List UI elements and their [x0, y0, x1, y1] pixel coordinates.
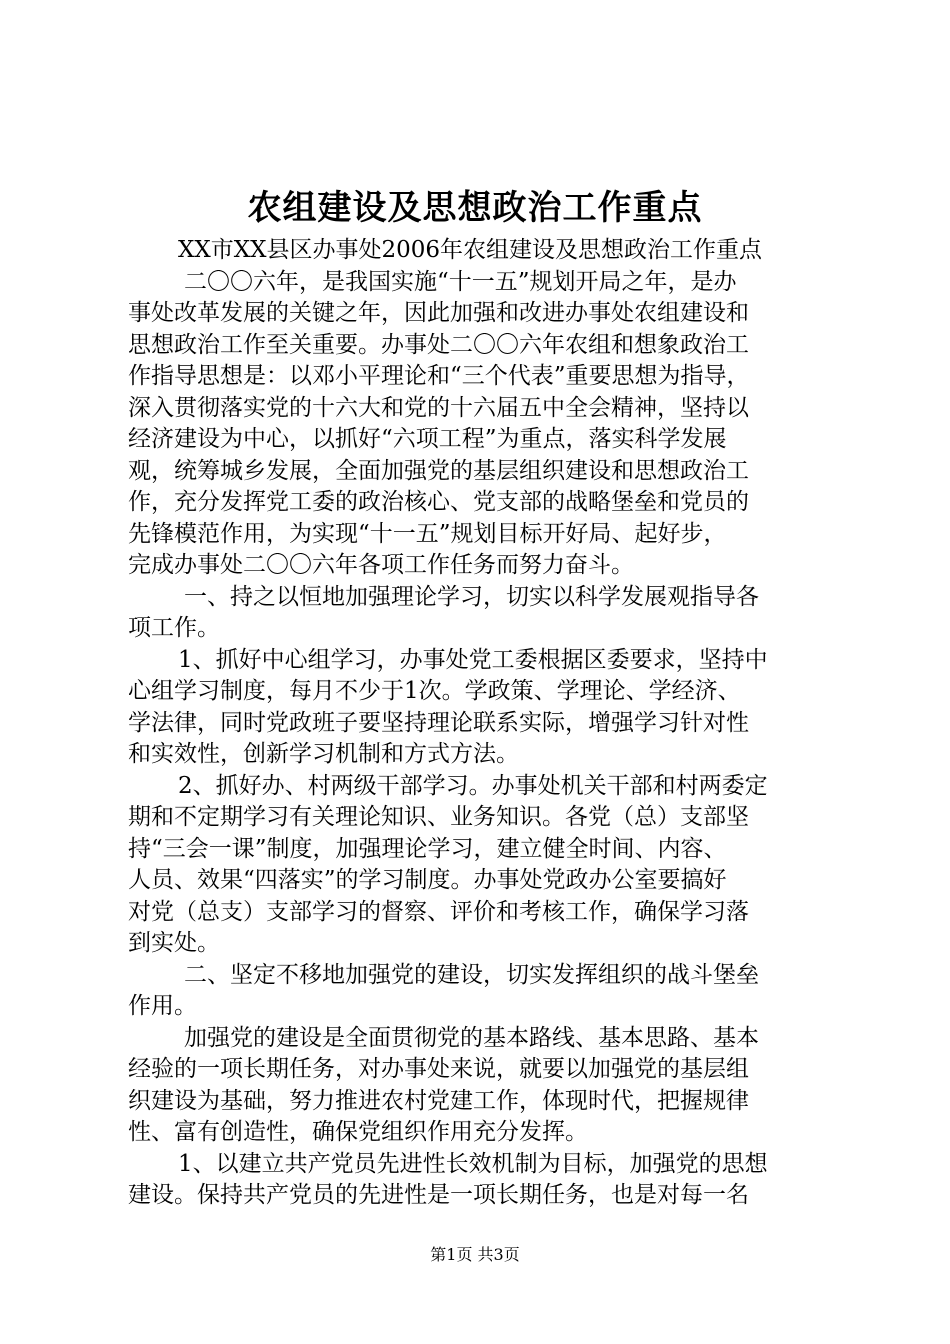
body-line: 和实效性，创新学习机制和方式方法。: [128, 741, 519, 767]
body-line: 作指导思想是：以邓小平理论和“三个代表”重要思想为指导，: [128, 363, 750, 389]
body-line: 二、坚定不移地加强党的建设，切实发挥组织的战斗堡垒: [184, 961, 759, 988]
body-line: 完成办事处二〇〇六年各项工作任务而努力奋斗。: [128, 552, 634, 578]
body-line: 织建设为基础，努力推进农村党建工作，体现时代，把握规律: [128, 1087, 749, 1114]
body-line: 1、抓好中心组学习，办事处党工委根据区委要求，坚持中: [178, 646, 768, 673]
body-line: 到实处。: [128, 930, 220, 956]
body-line: 思想政治工作至关重要。办事处二〇〇六年农组和想象政治工: [128, 331, 749, 358]
body-line: 建设。保持共产党员的先进性是一项长期任务，也是对每一名: [128, 1182, 749, 1208]
body-line: 1、以建立共产党员先进性长效机制为目标，加强党的思想: [178, 1150, 768, 1177]
document-title: 农组建设及思想政治工作重点: [247, 188, 703, 228]
body-line: 心组学习制度，每月不少于1次。学政策、学理论、学经济、: [128, 678, 741, 704]
body-line: 作，充分发挥党工委的政治核心、党支部的战略堡垒和党员的: [128, 489, 749, 515]
body-line: XX市XX县区办事处2006年农组建设及思想政治工作重点: [178, 237, 763, 263]
document-body: [128, 235, 833, 1212]
body-line: 先锋模范作用，为实现“十一五”规划目标开好局、起好步，: [128, 520, 727, 547]
body-line: 事处改革发展的关键之年，因此加强和改进办事处农组建设和: [128, 300, 749, 326]
body-line: 深入贯彻落实党的十六大和党的十六届五中全会精神，坚持以: [128, 394, 749, 421]
body-line: 对党（总支）支部学习的督察、评价和考核工作，确保学习落: [128, 898, 749, 925]
body-line: 经济建设为中心，以抓好“六项工程”为重点，落实科学发展: [128, 426, 727, 452]
body-line: 作用。: [128, 993, 197, 1019]
body-line: 持“三会一课”制度，加强理论学习，建立健全时间、内容、: [128, 835, 727, 862]
body-line: 学法律，同时党政班子要坚持理论联系实际，增强学习针对性: [128, 709, 749, 736]
body-line: 加强党的建设是全面贯彻党的基本路线、基本思路、基本: [184, 1024, 759, 1051]
body-line: 二〇〇六年，是我国实施“十一五”规划开局之年，是办: [184, 268, 737, 295]
body-line: 项工作。: [128, 615, 220, 641]
body-line: 经验的一项长期任务，对办事处来说，就要以加强党的基层组: [128, 1056, 749, 1082]
body-line: 一、持之以恒地加强理论学习，切实以科学发展观指导各: [184, 583, 759, 610]
body-line: 观，统筹城乡发展，全面加强党的基层组织建设和思想政治工: [128, 457, 749, 484]
body-line: 2、抓好办、村两级干部学习。办事处机关干部和村两委定: [178, 772, 768, 799]
body-line: 期和不定期学习有关理论知识、业务知识。各党（总）支部坚: [128, 804, 749, 830]
body-line: 性、富有创造性，确保党组织作用充分发挥。: [128, 1119, 588, 1145]
body-line: 人员、效果“四落实”的学习制度。办事处党政办公室要搞好: [128, 867, 727, 893]
page-footer: 第1页 共3页: [430, 1245, 520, 1264]
